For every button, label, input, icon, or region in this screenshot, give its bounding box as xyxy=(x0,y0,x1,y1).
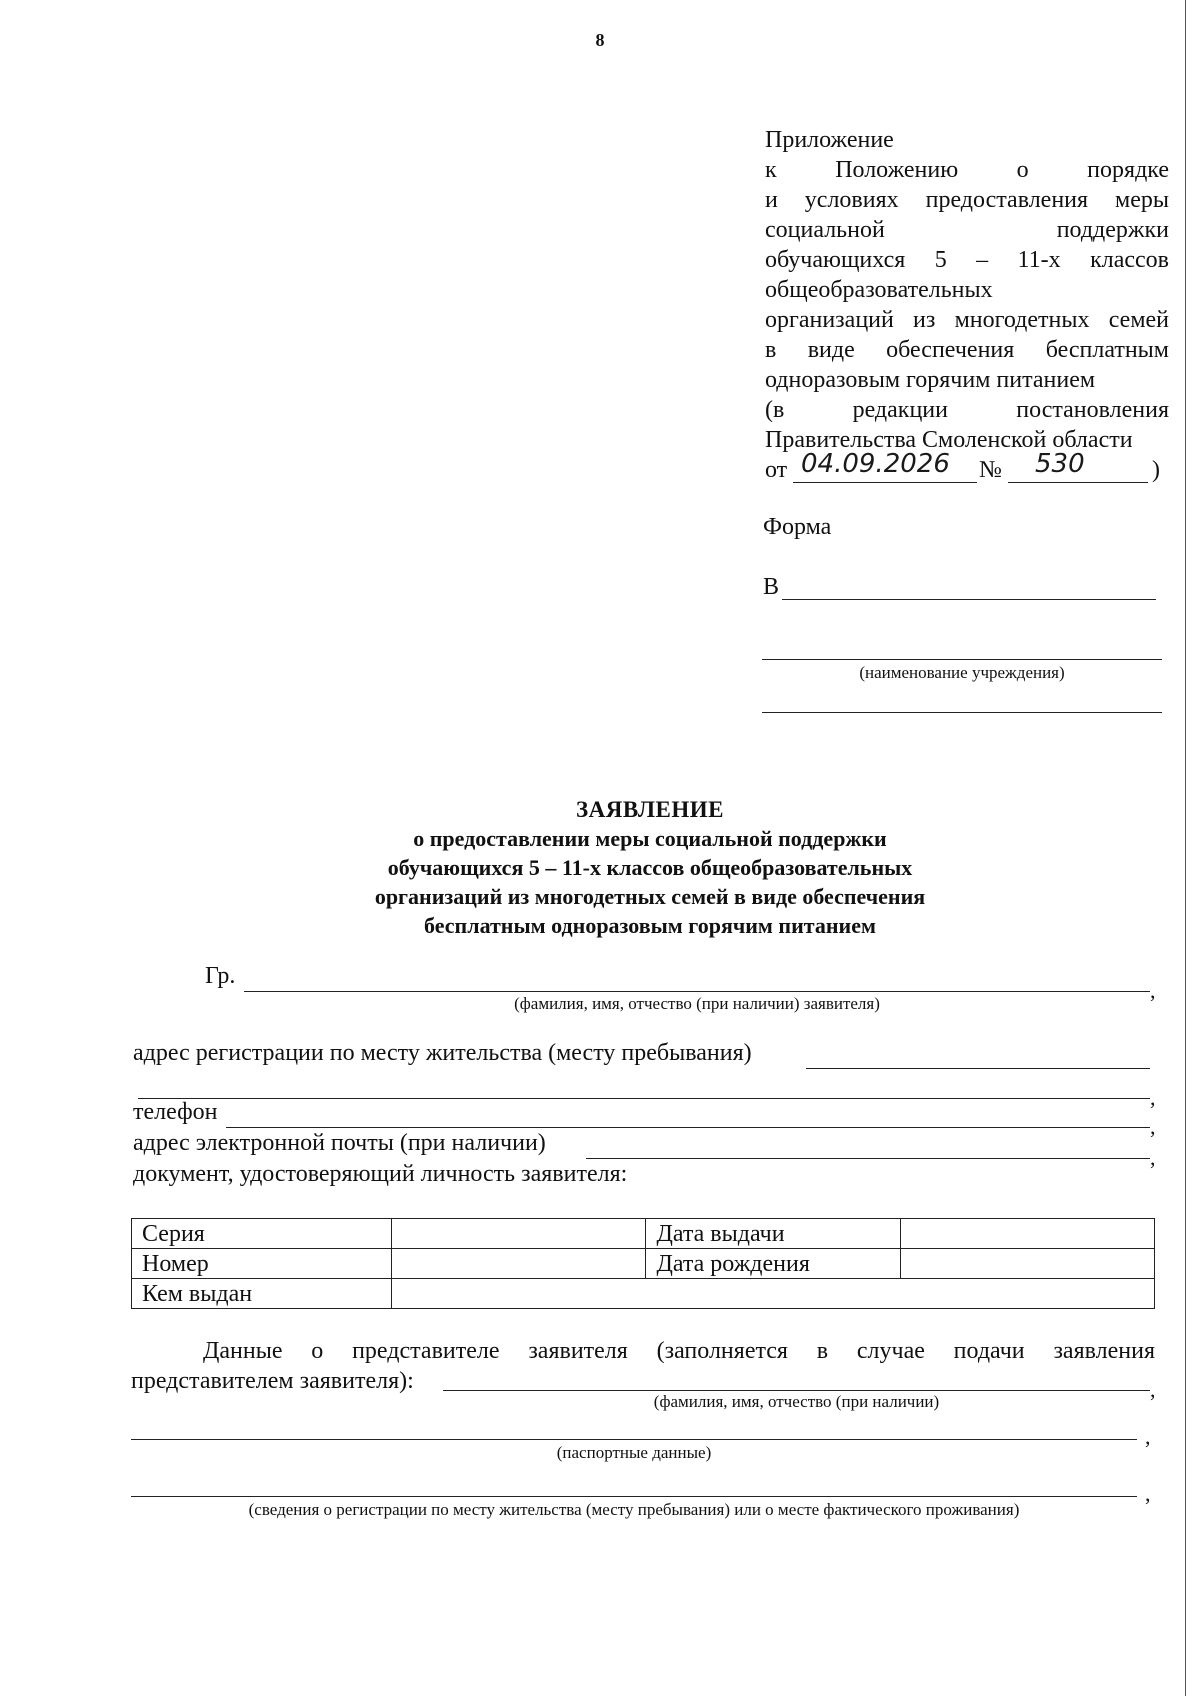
comma: , xyxy=(1150,978,1156,1003)
appendix-line: Приложение xyxy=(765,127,894,153)
appendix-line: одноразовым горячим питанием xyxy=(765,367,1096,393)
title-main: ЗАЯВЛЕНИЕ xyxy=(576,797,724,822)
title-line: обучающихся 5 – 11-х классов общеобразовательных xyxy=(387,855,913,880)
appendix-line: в виде обеспечения бесплатным xyxy=(765,337,1169,363)
series-label: Серия xyxy=(132,1219,392,1249)
issued-by-value[interactable] xyxy=(391,1279,1154,1309)
representative-name-field[interactable] xyxy=(443,1390,1150,1391)
comma: , xyxy=(1150,1114,1156,1139)
phone-field[interactable] xyxy=(226,1127,1150,1128)
table-row xyxy=(132,1219,1155,1249)
issue-date-value[interactable] xyxy=(901,1219,1155,1249)
birth-date-value[interactable] xyxy=(901,1249,1155,1279)
passport-field[interactable] xyxy=(131,1439,1137,1440)
address-field-2[interactable] xyxy=(138,1098,1150,1099)
representative-paragraph xyxy=(131,1336,1155,1396)
recipient-line xyxy=(782,599,1156,600)
table-row xyxy=(132,1249,1155,1279)
representative-text: Данные о представителе заявителя (заполняется в случае подачи заявления xyxy=(203,1338,1155,1364)
issue-date-label: Дата выдачи xyxy=(646,1219,901,1249)
number-value[interactable] xyxy=(391,1249,646,1279)
citizen-name-field[interactable] xyxy=(244,991,1150,992)
document-label: документ, удостоверяющий личность заявителя: xyxy=(133,1161,628,1187)
comma: , xyxy=(1150,1145,1156,1170)
from-prefix: от xyxy=(765,457,788,483)
institution-line xyxy=(762,659,1162,660)
series-value[interactable] xyxy=(391,1219,646,1249)
phone-label: телефон xyxy=(133,1099,218,1125)
comma: , xyxy=(1150,1377,1156,1402)
birth-date-label: Дата рождения xyxy=(646,1249,901,1279)
address-label: адрес регистрации по месту жительства (месту пребывания) xyxy=(133,1040,752,1066)
recipient-prefix: В xyxy=(763,574,780,600)
institution-caption: (наименование учреждения) xyxy=(859,663,1065,682)
residence-field[interactable] xyxy=(131,1496,1137,1497)
number-label: Номер xyxy=(132,1249,392,1279)
appendix-block xyxy=(765,125,1169,485)
appendix-line: Правительства Смоленской области xyxy=(765,427,1133,453)
id-document-table xyxy=(131,1218,1155,1309)
appendix-line: социальной поддержки xyxy=(765,217,1169,243)
appendix-line: обучающихся 5 – 11-х классов xyxy=(765,247,1169,273)
issued-by-label: Кем выдан xyxy=(132,1279,392,1309)
representative-name-caption: (фамилия, имя, отчество (при наличии) xyxy=(653,1392,940,1411)
email-field[interactable] xyxy=(586,1158,1150,1159)
passport-caption: (паспортные данные) xyxy=(556,1443,712,1462)
residence-caption: (сведения о регистрации по месту жительства (месту пребывания) или о месте фактического проживания) xyxy=(248,1500,1020,1519)
closing-paren: ) xyxy=(1152,457,1160,483)
citizen-prefix: Гр. xyxy=(205,963,236,989)
title-line: о предоставлении меры социальной поддержки xyxy=(413,826,887,851)
form-label: Форма xyxy=(763,514,832,540)
handwritten-date: 04.09.2026 xyxy=(801,449,950,479)
address-field[interactable] xyxy=(806,1068,1150,1069)
email-label: адрес электронной почты (при наличии) xyxy=(133,1130,546,1156)
resolution-date-line xyxy=(765,449,1169,485)
title-line: организаций из многодетных семей в виде обеспечения xyxy=(374,884,926,909)
number-underline xyxy=(1008,482,1148,483)
comma: , xyxy=(1145,1481,1151,1506)
comma: , xyxy=(1145,1424,1151,1449)
comma: , xyxy=(1150,1085,1156,1110)
institution-line-extra xyxy=(762,712,1162,713)
appendix-line: и условиях предоставления меры xyxy=(765,187,1169,213)
appendix-line: организаций из многодетных семей xyxy=(765,307,1169,333)
page-number: 8 xyxy=(595,30,605,50)
appendix-line: (в редакции постановления xyxy=(765,397,1169,423)
date-underline xyxy=(793,482,977,483)
handwritten-number: 530 xyxy=(1035,449,1085,479)
citizen-caption: (фамилия, имя, отчество (при наличии) заявителя) xyxy=(514,994,880,1013)
number-sign: № xyxy=(979,457,1002,483)
representative-text-end: представителем заявителя): xyxy=(131,1368,414,1394)
table-row xyxy=(132,1279,1155,1309)
title-line: бесплатным одноразовым горячим питанием xyxy=(424,913,876,938)
appendix-line: общеобразовательных xyxy=(765,277,993,303)
appendix-line: к Положению о порядке xyxy=(765,157,1169,183)
document-title xyxy=(0,795,1200,940)
